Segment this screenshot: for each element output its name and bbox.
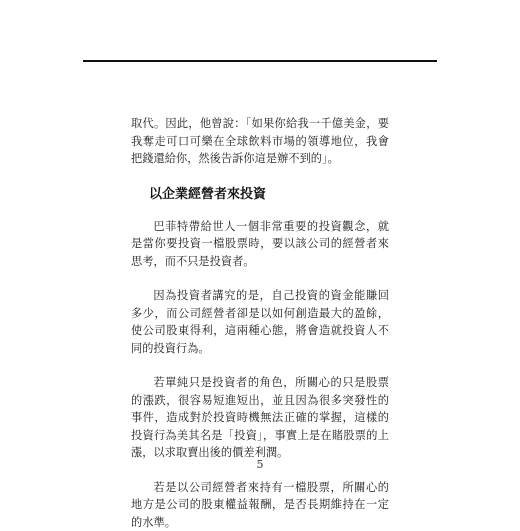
opening-paragraph: 取代。因此，他曾說：「如果你給我一千億美金，要我奪走可口可樂在全球飲料市場的領導地位，我會把錢還給你，然後告訴你這是辦不到的」。 <box>131 115 389 168</box>
page-number: 5 <box>0 458 520 471</box>
body-paragraph: 巴菲特帶給世人一個非常重要的投資觀念，就是當你要投資一檔股票時，要以該公司的經營者來思考，而不只是投資者。 <box>131 218 389 271</box>
paragraph-gap <box>131 270 389 287</box>
body-paragraph: 若單純只是投資者的角色，所關心的只是股票的漲跌，很容易短進短出，並且因為很多突發性的事件，造成對於投資時機無法正確的掌握，這樣的投資行為美其名是「投資」，事實上是在賭股票的上漲，以求取賣出後的價差利潤。 <box>131 374 389 462</box>
body-paragraph: 若是以公司經營者來持有一檔股票，所關心的地方是公司的股東權益報酬，是否長期維持在一定的水準。 <box>131 479 389 531</box>
section-heading: 以企業經營者來投資 <box>149 186 389 204</box>
paragraph-gap <box>131 357 389 374</box>
body-paragraph: 因為投資者講究的是，自己投資的資金能賺回多少，而公司經營者卻是以如何創造最大的盈餘，使公司股東得利，這兩種心態，將會造就投資人不同的投資行為。 <box>131 287 389 357</box>
header-rule <box>83 60 437 62</box>
